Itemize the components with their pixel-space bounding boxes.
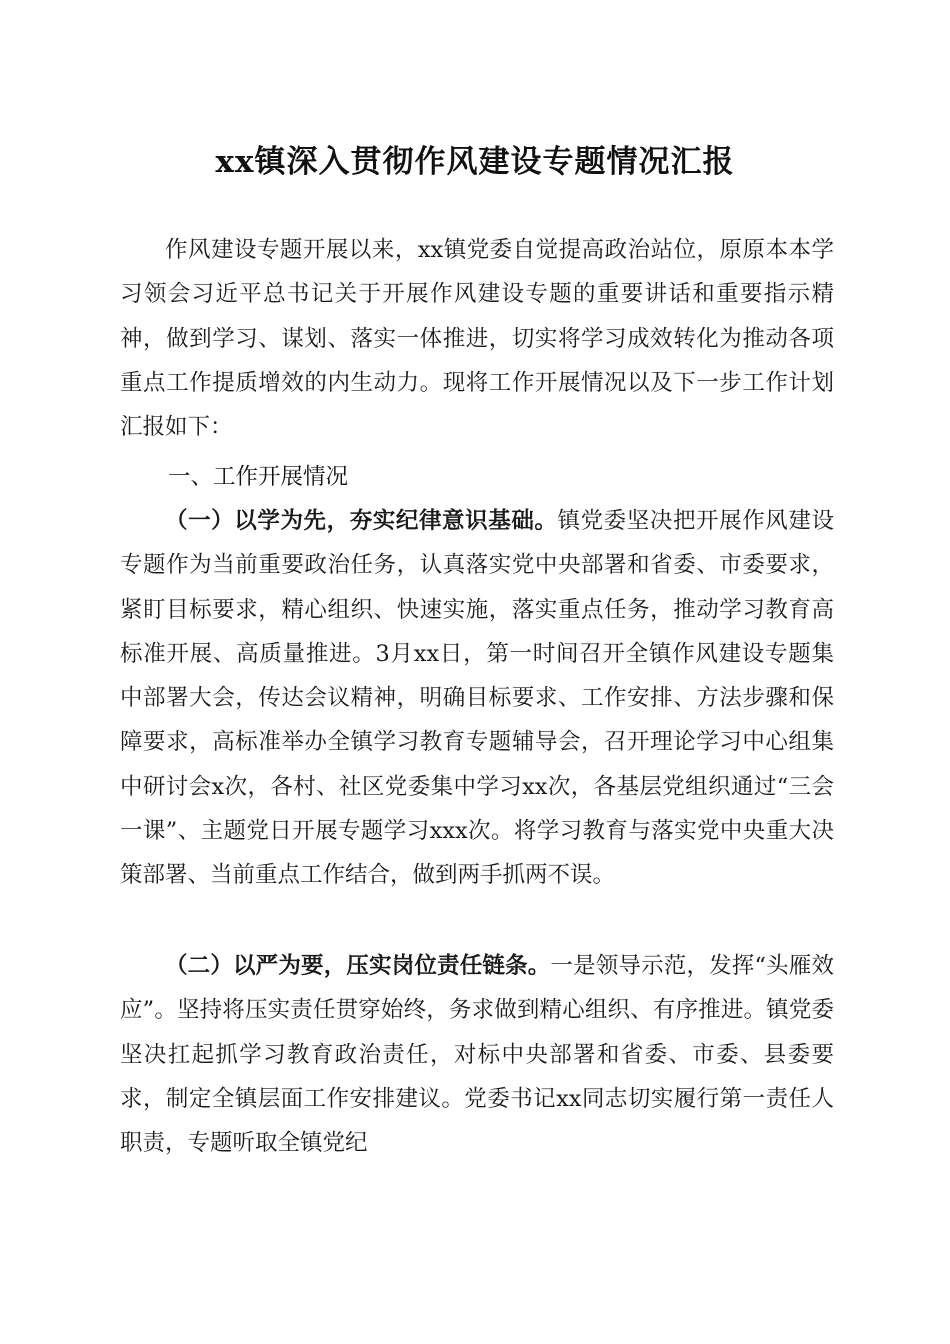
paragraph-1 (120, 499, 834, 898)
paragraph-2-text: 一是领导示范，发挥“头雁效应”。坚持将压实责任贯穿始终，务求做到精心组织、有序推进。镇党委坚决扛起抓学习教育政治责任，对标中央部署和省委、市委、县委要求，制定全镇层面工作安排建议。党委书记xx同志切实履行第一责任人职责，专题听取全镇党纪 (120, 953, 834, 1157)
paragraph-1-text: 镇党委坚决把开展作风建设专题作为当前重要政治任务，认真落实党中央部署和省委、市委要求，紧盯目标要求，精心组织、快速实施，落实重点任务，推动学习教育高标准开展、高质量推进。3月xx日，第一时间召开全镇作风建设专题集中部署大会，传达会议精神，明确目标要求、工作安排、方法步骤和保障要求，高标准举办全镇学习教育专题辅导会，召开理论学习中心组集中研讨会x次，各村、社区党委集中学习xx次，各基层党组织通过“三会一课”、主题党日开展专题学习xxx次。将学习教育与落实党中央重大决策部署、当前重点工作结合，做到两手抓两不误。 (120, 508, 834, 889)
section-heading: 一、工作开展情况 (168, 464, 349, 490)
paragraph-2 (120, 944, 834, 1165)
document-title: xx镇深入贯彻作风建设专题情况汇报 (215, 144, 735, 180)
paragraph-2-lead: （二）以严为要，压实岗位责任链条。 (165, 953, 551, 979)
paragraph-1-lead: （一）以学为先，夯实纪律意识基础。 (165, 508, 558, 534)
intro-paragraph: 作风建设专题开展以来，xx镇党委自觉提高政治站位，原原本本学习领会习近平总书记关于开展作风建设专题的重要讲话和重要指示精神，做到学习、谋划、落实一体推进，切实将学习成效转化为推动各项重点工作提质增效的内生动力。现将工作开展情况以及下一步工作计划汇报如下： (120, 237, 834, 441)
